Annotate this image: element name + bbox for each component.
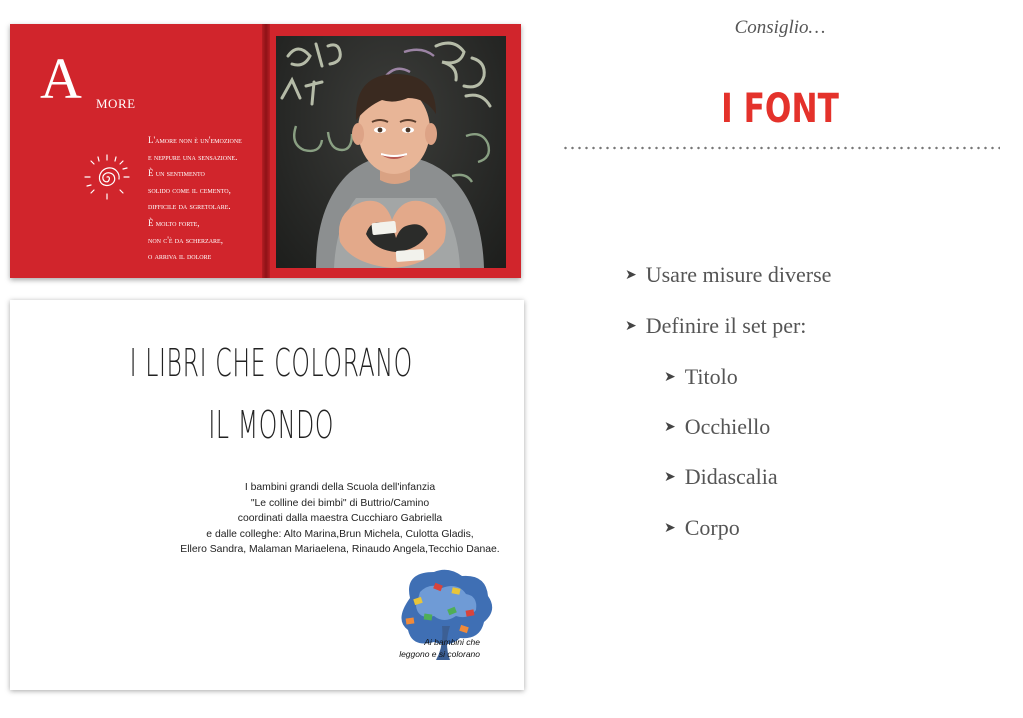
slide-title: I FONT <box>721 86 839 132</box>
sub-bullet-item <box>664 414 770 440</box>
credits-line: coordinati dalla maestra Cucchiaro Gabriella <box>237 513 443 524</box>
bullet-arrow-icon: ➤ <box>664 370 676 385</box>
poem-line: solido come il cemento, <box>148 184 231 195</box>
dotted-divider <box>562 146 1000 150</box>
bullet-text: Titolo <box>684 364 738 389</box>
sub-bullet-item <box>664 464 778 490</box>
bullet-arrow-icon: ➤ <box>664 521 676 536</box>
bullet-arrow-icon: ➤ <box>664 470 676 485</box>
caption-line: leggono e si colorano <box>399 649 480 659</box>
photo-illustration <box>276 36 506 268</box>
credits-line: "Le colline dei bimbi" di Buttrio/Camino <box>250 497 430 509</box>
boy-photo <box>276 36 506 268</box>
bullet-arrow-icon: ➤ <box>625 319 637 334</box>
credits-line: e dalle colleghe: Alto Marina,Brun Michela, Culotta Gladis, <box>206 528 474 540</box>
bullet-item <box>625 313 806 339</box>
bullet-arrow-icon: ➤ <box>625 268 637 283</box>
bullet-text: Didascalia <box>684 464 778 489</box>
poem-line: È molto forte, <box>148 217 200 228</box>
poem-line: difficile da sgretolare. <box>148 201 231 212</box>
cover-title <box>112 332 431 456</box>
sub-bullet-item <box>664 364 738 390</box>
bullet-text: Definire il set per: <box>645 313 807 338</box>
bullet-text: Occhiello <box>684 414 771 439</box>
drop-cap-initial: A <box>40 46 82 111</box>
poem-text <box>148 132 260 265</box>
book-gutter <box>262 24 270 278</box>
poem-line: L'amore non è un'emozione <box>148 135 242 145</box>
cover-title-line: I LIBRI CHE COLORANO <box>129 341 413 385</box>
caption-line: Ai bambini che <box>424 637 480 647</box>
title-word-rest: MORE <box>96 96 136 111</box>
poem-line: o arriva il dolore <box>148 251 212 262</box>
illustration-caption <box>350 636 480 660</box>
slide-overline: Consiglio… <box>734 17 826 38</box>
bullet-arrow-icon: ➤ <box>664 420 676 435</box>
cover-credits <box>170 480 510 558</box>
bullet-text: Usare misure diverse <box>645 262 832 287</box>
sun-spiral-icon <box>82 152 132 202</box>
credits-line: I bambini grandi della Scuola dell'infanzia <box>244 482 436 493</box>
credits-line: Ellero Sandra, Malaman Mariaelena, Rinaudo Angela,Tecchio Danae. <box>180 544 500 555</box>
poem-line: e neppure una sensazione. <box>148 151 238 162</box>
sub-bullet-item <box>664 515 740 541</box>
poem-line: È un sentimento <box>148 168 205 179</box>
bullet-text: Corpo <box>684 515 740 540</box>
red-book-spread <box>10 24 521 278</box>
book-cover <box>10 300 524 690</box>
cover-title-line: IL MONDO <box>208 403 335 447</box>
poem-line: non c'è da scherzare, <box>148 234 223 245</box>
bullet-item <box>625 262 831 288</box>
